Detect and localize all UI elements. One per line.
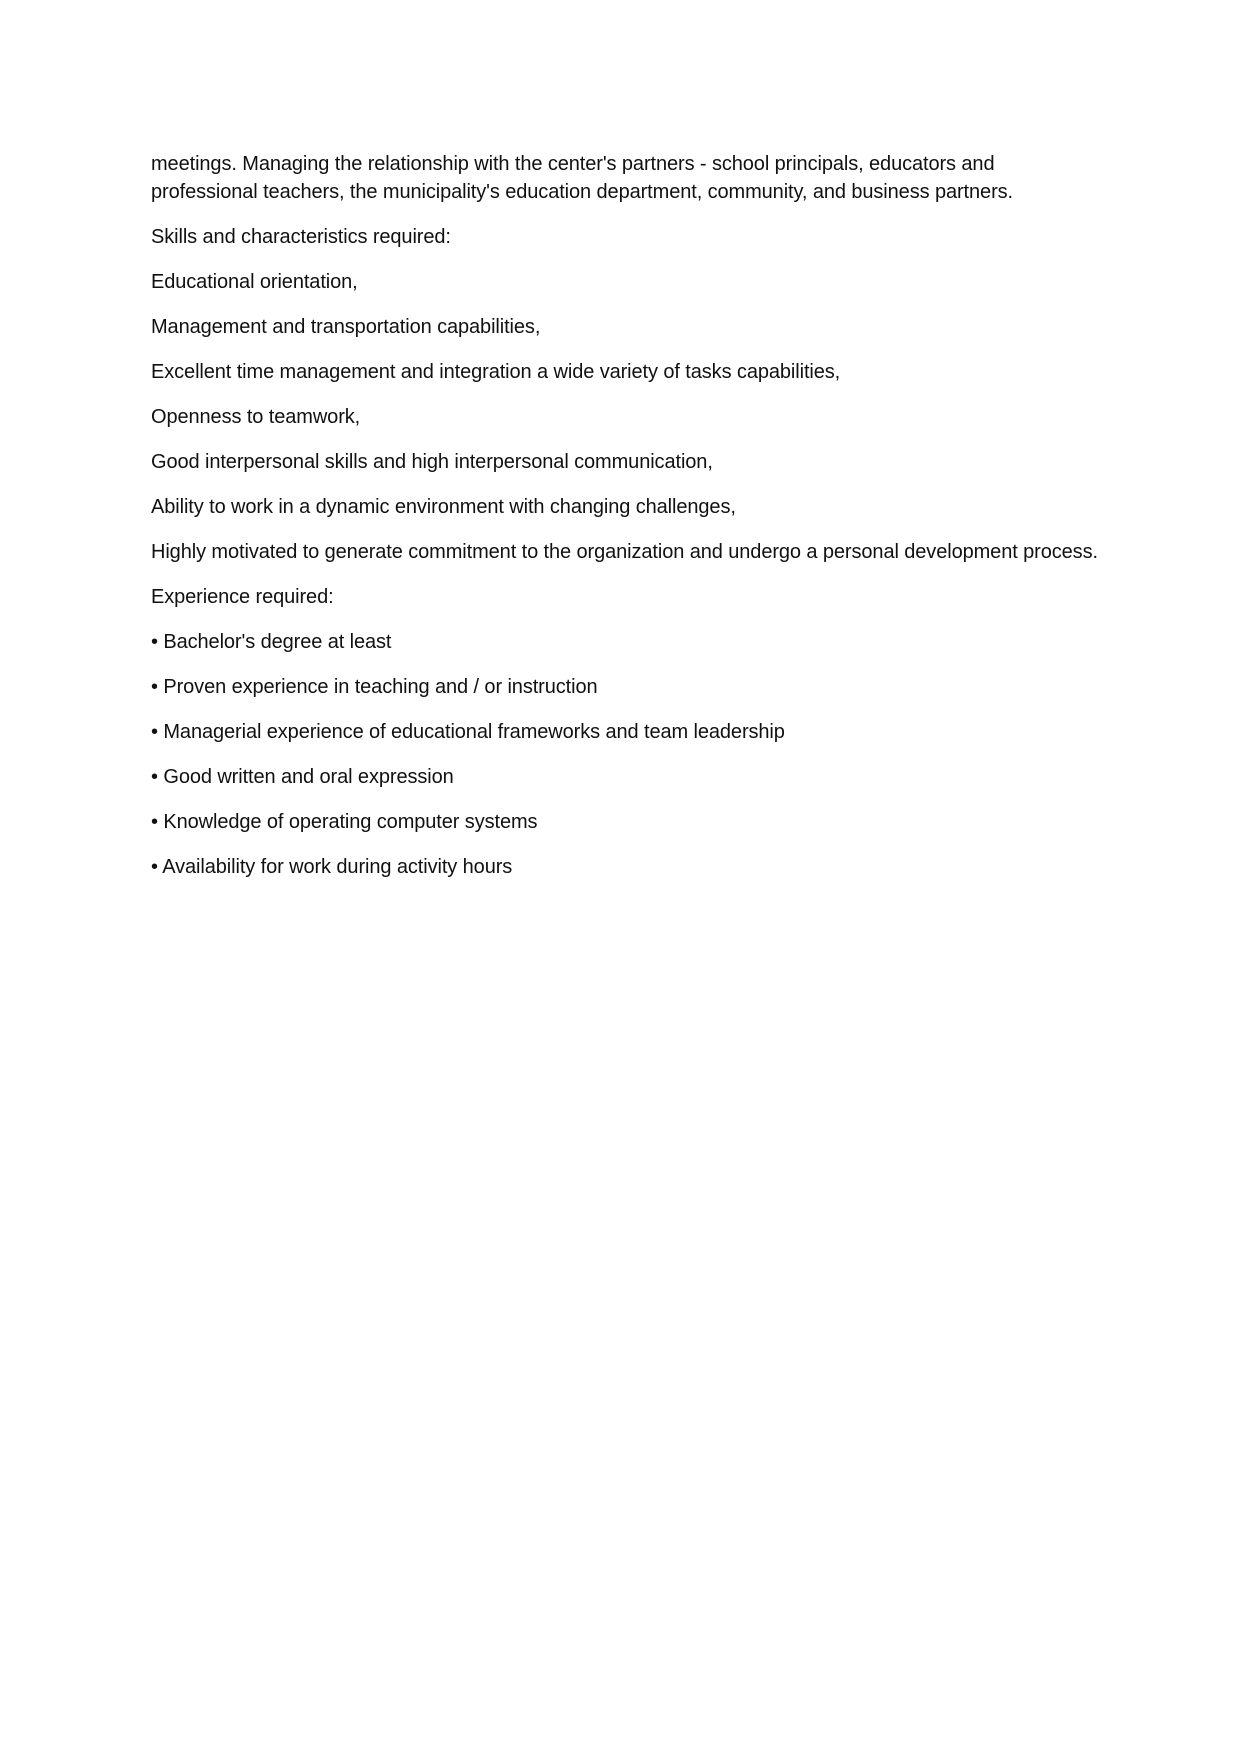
- skill-item: Management and transportation capabilities,: [151, 316, 541, 338]
- experience-item: • Bachelor's degree at least: [151, 631, 392, 653]
- experience-item: • Good written and oral expression: [151, 766, 454, 788]
- document-body: [151, 150, 1101, 898]
- experience-list: [151, 628, 1101, 881]
- experience-item: • Availability for work during activity hours: [151, 856, 513, 878]
- skill-item: Good interpersonal skills and high interpersonal communication,: [151, 451, 713, 473]
- experience-heading: Experience required:: [151, 586, 334, 608]
- skill-item: Highly motivated to generate commitment to the organization and undergo a personal development process.: [151, 541, 1098, 563]
- experience-item: • Proven experience in teaching and / or instruction: [151, 676, 598, 698]
- intro-paragraph: meetings. Managing the relationship with the center's partners - school principals, educators and professional teachers, the municipality's education department, community, and business partners.: [151, 153, 1013, 203]
- skill-item: Openness to teamwork,: [151, 406, 361, 428]
- experience-item: • Managerial experience of educational frameworks and team leadership: [151, 721, 785, 743]
- skill-item: Educational orientation,: [151, 271, 358, 293]
- skill-item: Excellent time management and integration a wide variety of tasks capabilities,: [151, 361, 841, 383]
- experience-item: • Knowledge of operating computer systems: [151, 811, 538, 833]
- skill-item: Ability to work in a dynamic environment with changing challenges,: [151, 496, 736, 518]
- skills-heading: Skills and characteristics required:: [151, 226, 451, 248]
